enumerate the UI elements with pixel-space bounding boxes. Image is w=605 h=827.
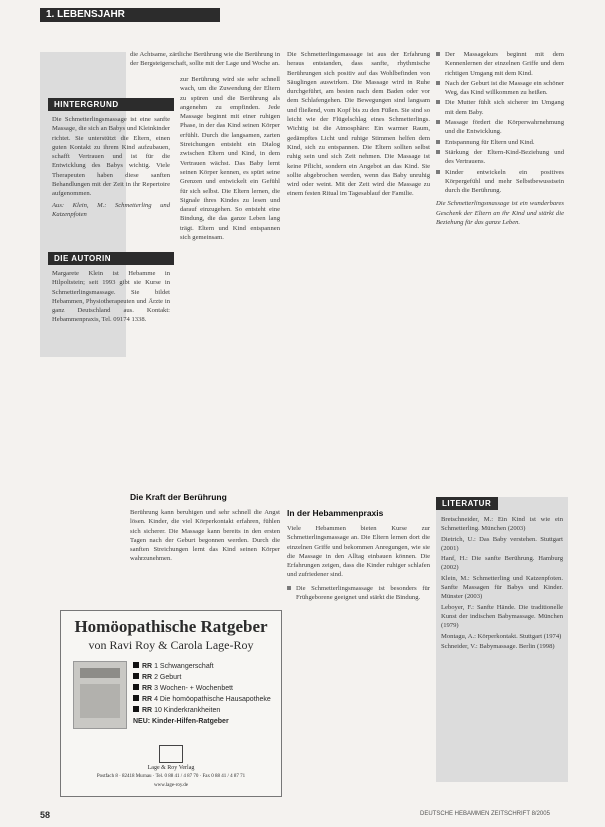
ad-subtitle: von Ravi Roy & Carola Lage-Roy xyxy=(88,638,254,652)
publisher-address: Postfach 8 · 82418 Murnau · Tel. 0 88 41 / 4 87 70 · Fax 0 88 41 / 4 87 71 xyxy=(96,774,246,779)
autorin-box xyxy=(48,252,174,325)
list-item: Stärkung der Eltern-Kind-Beziehung und des Vertrauens. xyxy=(436,148,564,167)
literatur-entry: Klein, M.: Schmetterling und Katzenpfoten. Sanfte Massagen für Babys und Kinder. Münster (2003) xyxy=(441,574,563,601)
ad-new: NEU: Kinder-Hilfen-Ratgeber xyxy=(133,718,229,725)
list-item: Entspannung für Eltern und Kind. xyxy=(436,138,564,147)
literatur-title: LITERATUR xyxy=(436,497,498,510)
hintergrund-body: Die Schmetterlingsmassage ist eine sanfte Massage, die sich an Babys und Kleinkinder richtet. Sie unterstützt die Eltern, einen guten Kontakt zu ihrem Kind aufzubauen, schafft Vertrauen und ist für die Entwicklung des Babys wichtig. Viele Therapeuten haben diese sanften Behandlungen mit der Zeit in ihr Repertoire aufgenommen. xyxy=(52,116,170,198)
column-2-body: zur Berührung wird sie sehr schnell wach, um die Zuwendung der Eltern zu spüren und die Berührung als angenehm zu empfinden. Jede Massage beginnt mit einer ruhigen Phase, in der das Kind seinen Körper erfühlt. Durch die langsamen, zarten Streichungen entsteht ein Dialog zwischen Eltern und Kind, in dem Vertrauen wächst. Das Baby lernt seinen Körper kennen, es spürt seine Grenzen und entwickelt ein Gefühl für sich selbst. Die Eltern lernen, die Signale ihres Kindes zu lesen und darauf einzugehen. So entsteht eine Bindung, die das ganze Leben lang trägt. Eltern und Kind entspannen sich gemeinsam. xyxy=(180,76,280,242)
publisher-web[interactable]: www.lage-roy.de xyxy=(153,783,189,788)
column-2-lower xyxy=(130,492,280,564)
hintergrund-quote: Aus: Klein, M.: Schmetterling und Katzenpfoten xyxy=(52,201,170,218)
column-3-lower xyxy=(287,508,430,603)
literatur-entry: Leboyer, F.: Sanfte Hände. Die traditionelle Kunst der indischen Babymassage. München (1979) xyxy=(441,603,563,630)
publisher-name: Lage & Roy Verlag xyxy=(147,765,195,771)
publisher-logo xyxy=(159,745,183,763)
ad-item[interactable]: RR 4 Die homöopathische Hausapotheke xyxy=(133,694,277,705)
list-item: Massage fördert die Körperwahrnehmung und die Entwicklung. xyxy=(436,118,564,137)
literatur-entry: Montagu, A.: Körperkontakt. Stuttgart (1974) xyxy=(441,632,562,640)
hintergrund-title: HINTERGRUND xyxy=(48,98,174,111)
ad-item[interactable]: RR 2 Geburt xyxy=(133,672,277,683)
advertisement xyxy=(60,610,282,797)
ad-item[interactable]: RR 3 Wochen- + Wochenbett xyxy=(133,683,277,694)
column-4-body xyxy=(436,50,564,227)
literatur-box xyxy=(436,497,568,782)
subheading-kraft: Die Kraft der Berührung xyxy=(130,492,227,502)
intro-text: die Achtsame, zärtliche Berührung wie die Berührung in der Bergsteigerschaft, sollte mit der Lage und Woche an. xyxy=(130,51,280,68)
list-item: Der Massagekurs beginnt mit dem Kennenlernen der einzelnen Griffe und dem richtigen Umgang mit dem Kind. xyxy=(436,50,564,78)
ad-item[interactable]: RR 10 Kinderkrankheiten xyxy=(133,705,277,716)
section-label: 1. LEBENSJAHR xyxy=(46,9,125,20)
list-item: Kinder entwickeln ein positives Körpergefühl und mehr Selbstbewusstsein durch die Berührung. xyxy=(436,168,564,196)
list-item: Die Mutter fühlt sich sicherer im Umgang mit dem Baby. xyxy=(436,98,564,117)
autorin-body: Margarete Klein ist Hebamme in Hilpoltstein; seit 1993 gibt sie Kurse in Schmetterlingsmassage. Sie bildet Hebammen, Physiotherapeuten und Ärzte in ganz Deutschland aus. Kontakt: Hebammenpraxis, Tel. 09174 1338. xyxy=(52,270,170,324)
subheading-praxis: In der Hebammenpraxis xyxy=(287,508,384,518)
literatur-entry: Schneider, V.: Babymassage. Berlin (1998) xyxy=(441,642,555,650)
list-item: Nach der Geburt ist die Massage ein schöner Weg, das Kind willkommen zu heißen. xyxy=(436,79,564,98)
journal-footer: DEUTSCHE HEBAMMEN ZEITSCHRIFT 8/2005 xyxy=(420,811,550,817)
literatur-entry: Hanf, H.: Die sanfte Berührung. Hamburg (2002) xyxy=(441,555,563,572)
header-bar xyxy=(40,8,220,22)
praxis-bullet: Die Schmetterlingsmassage ist besonders für Frühgeborene geeignet und stärkt die Bindung. xyxy=(287,584,430,603)
praxis-body: Viele Hebammen bieten Kurse zur Schmetterlingsmassage an. Die Eltern lernen dort die einzelnen Griffe und bekommen Anregungen, wie sie die Massage in den Alltag einbauen können. Die Erfahrungen zeigen, dass die Kinder ruhiger schlafen und zufriedener sind. xyxy=(287,525,430,579)
book-cover-image xyxy=(73,661,127,729)
literatur-entry: Dietrich, U.: Das Baby verstehen. Stuttgart (2001) xyxy=(441,535,563,552)
autorin-title: DIE AUTORIN xyxy=(48,252,174,265)
ad-item[interactable]: RR 1 Schwangerschaft xyxy=(133,661,277,672)
column-3-body: Die Schmetterlingsmassage ist aus der Erfahrung heraus entstanden, dass sanfte, rhythmische Berührungen sich positiv auf das Wohlbefinden von Säuglingen auswirken. Die Massage wird in Ruhe durchgeführt, am besten nach dem Baden oder vor dem Schlafengehen. Die Bewegungen sind langsam und fließend, vom Kopf bis zu den Füßen. Sie sind so leicht wie der Flügelschlag eines Schmetterlings. Wichtig ist die Atmosphäre: Ein warmer Raum, gedämpftes Licht und ruhige Stimmen helfen dem Kind, sich zu entspannen. Die Eltern sollten selbst ruhig sein und sich Zeit nehmen. Die Massage ist keine Pflicht, sondern ein Angebot an das Kind. Sie sollte abgebrochen werden, wenn das Baby unruhig wird oder weint. Mit der Zeit wird die Massage zu einem festen Ritual im Tagesablauf der Familie. xyxy=(287,51,430,198)
ad-title: Homöopathische Ratgeber xyxy=(74,617,268,636)
closing-text: Die Schmetterlingsmassage ist ein wunderbares Geschenk der Eltern an ihr Kind und stärkt die Beziehung für das ganze Leben. xyxy=(436,200,564,227)
hintergrund-box xyxy=(48,98,174,219)
kraft-body: Berührung kann beruhigen und sehr schnell die Angst lösen. Kinder, die viel Körperkontakt erfahren, fühlen sich sicherer. Die Massage kann bereits in den ersten Tagen nach der Geburt begonnen werden. Durch die sanften Streichungen lernt das Kind seinen Körper wahrzunehmen. xyxy=(130,509,280,563)
literatur-entry: Bretschneider, M.: Ein Kind ist wie ein Schmetterling. München (2003) xyxy=(441,516,563,533)
page-number: 58 xyxy=(40,810,51,820)
